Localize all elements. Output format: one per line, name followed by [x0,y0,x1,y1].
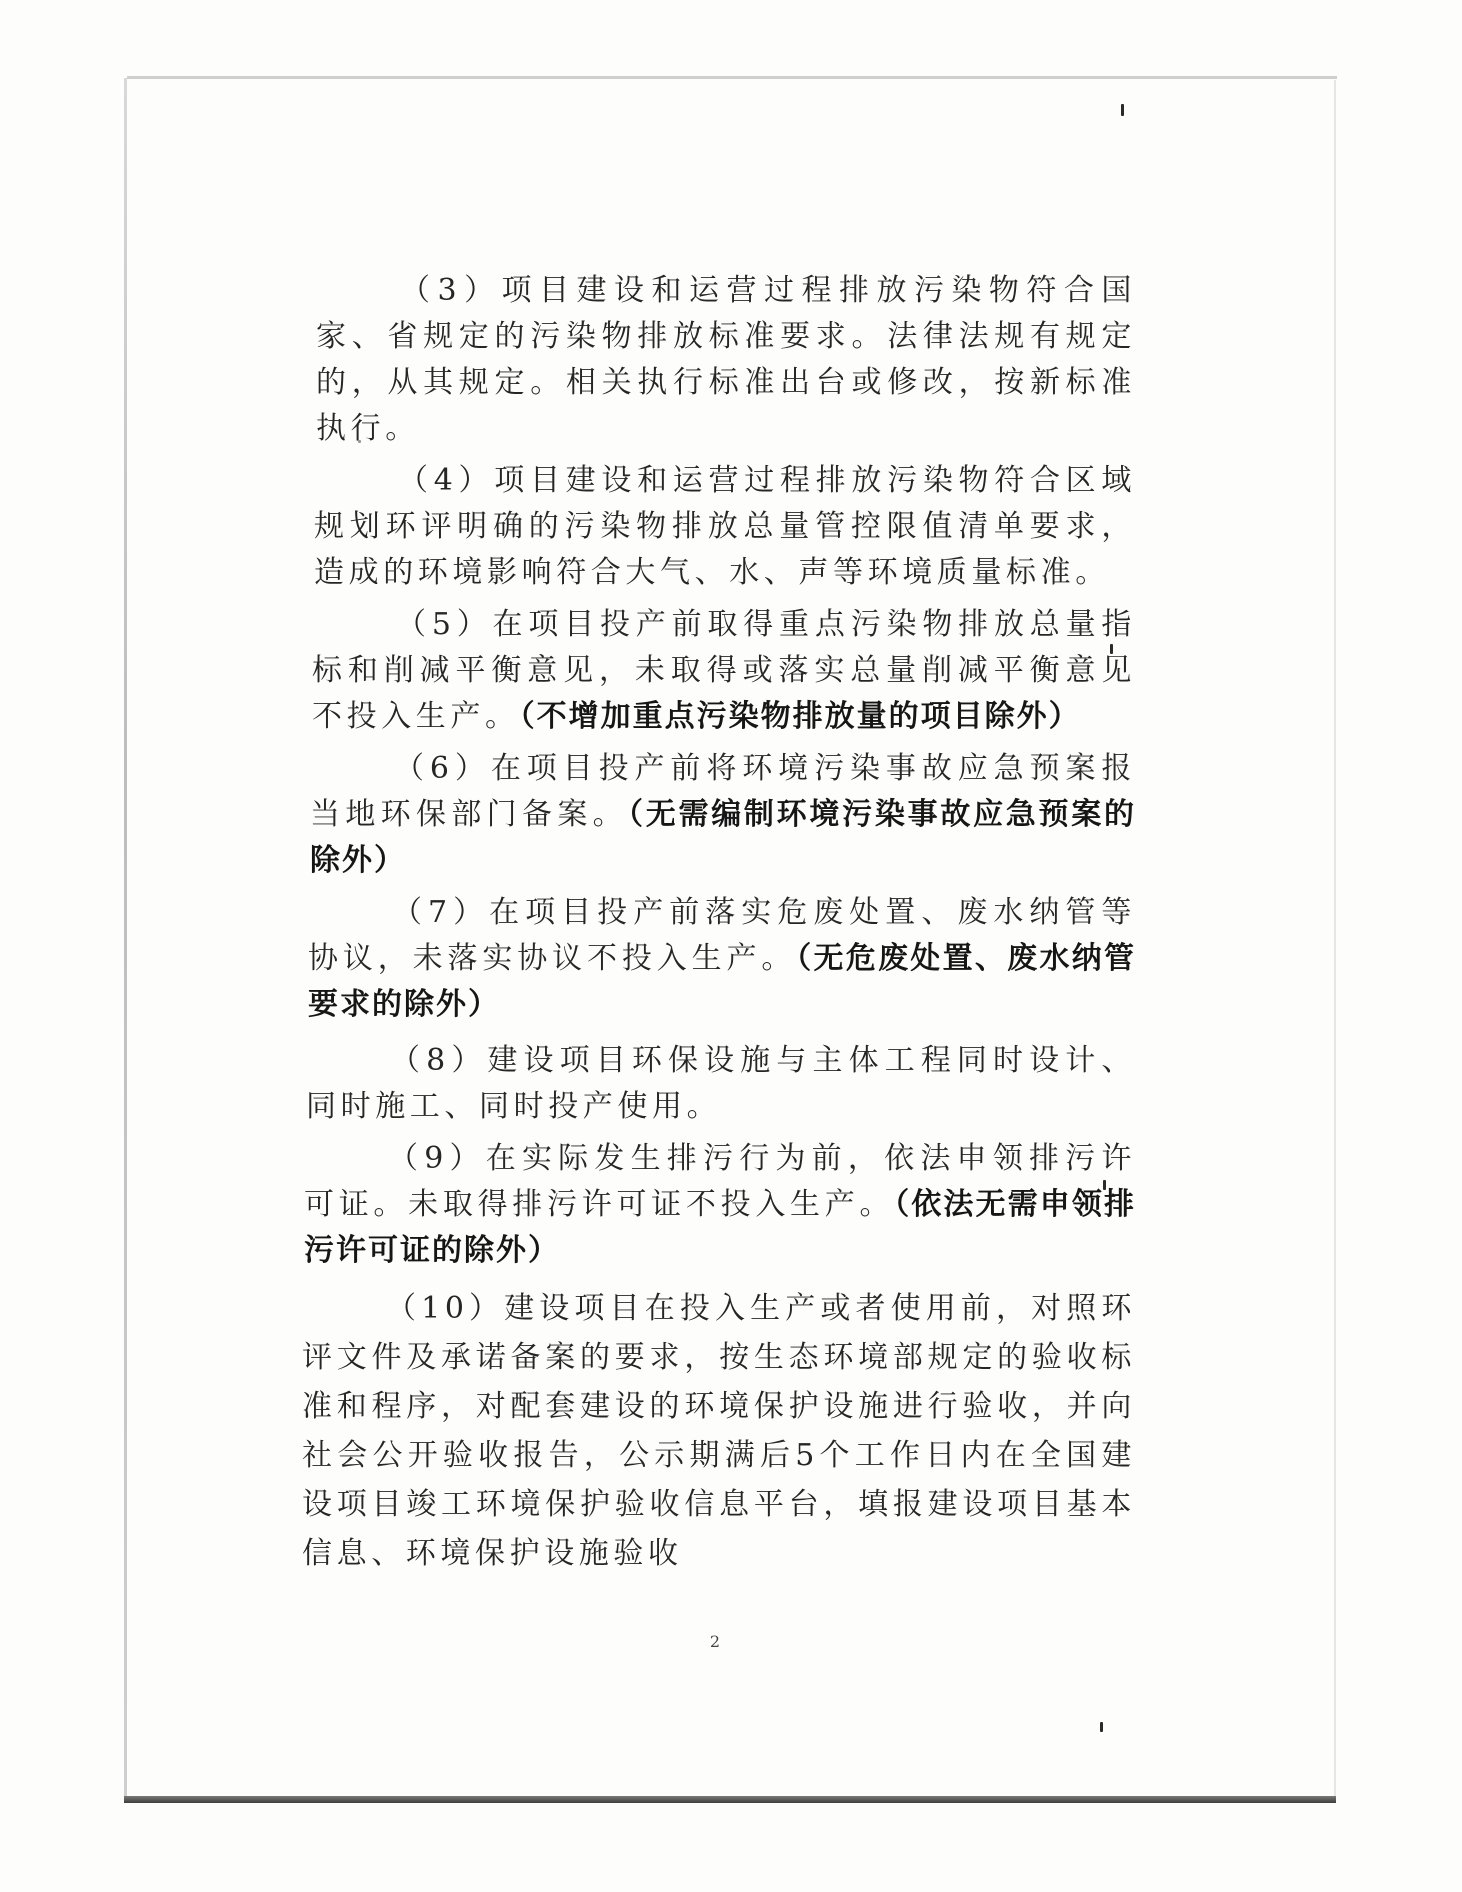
paragraph-text: （10）建设项目在投入生产或者使用前，对照环评文件及承诺备案的要求，按生态环境部规定的验收标准和程序，对配套建设的环境保护设施进行验收，并向社会公开验收报告，公示期满后5个工作日内在全国建设项目竣工环境保护验收信息平台，填报建设项目基本信息、环境保护设施验收 [302,1291,1136,1571]
paragraph-8 [306,1038,1136,1130]
document-body [302,268,1137,1584]
paragraph-text: （3）项目建设和运营过程排放污染物符合国家、省规定的污染物排放标准要求。法律法规有规定的，从其规定。相关执行标准出台或修改，按新标准执行。 [316,273,1136,446]
page-left-edge [124,78,127,1798]
page-top-edge [127,76,1337,79]
page-number: 2 [709,1632,721,1651]
paragraph-10 [302,1284,1136,1578]
scan-speck [1121,104,1124,116]
paragraph-text: （7）在项目投产前落实危废处置、废水纳管等协议，未落实协议不投入生产。 [308,895,1136,976]
paragraph-text: （6）在项目投产前将环境污染事故应急预案报当地环保部门备案。 [310,751,1136,832]
paragraph-3 [316,268,1136,452]
paragraph-6 [310,746,1136,884]
paragraph-text: （9）在实际发生排污行为前，依法申领排污许可证。未取得排污许可证不投入生产。 [304,1141,1136,1222]
paragraph-note: （无危废处置、废水纳管要求的除外） [308,941,1136,1022]
paragraph-note: （无需编制环境污染事故应急预案的除外） [310,797,1136,878]
paragraph-4 [314,458,1136,596]
paragraph-text: （4）项目建设和运营过程排放污染物符合区域规划环评明确的污染物排放总量管控限值清单要求，造成的环境影响符合大气、水、声等环境质量标准。 [314,463,1136,590]
paragraph-note: （依法无需申领排污许可证的除外） [304,1187,1137,1268]
paragraph-text: （8）建设项目环保设施与主体工程同时设计、同时施工、同时投产使用。 [306,1043,1136,1124]
paragraph-text: （5）在项目投产前取得重点污染物排放总量指标和削减平衡意见，未取得或落实总量削减平衡意见不投入生产。 [312,607,1136,734]
paragraph-7 [308,890,1136,1028]
page-bottom-edge [124,1796,1336,1803]
page-right-edge [1334,80,1336,1800]
paragraph-5 [312,602,1136,740]
paragraph-note: （不增加重点污染物排放量的项目除外） [519,699,1081,734]
scan-speck [1100,1722,1103,1732]
paragraph-9 [304,1136,1136,1274]
